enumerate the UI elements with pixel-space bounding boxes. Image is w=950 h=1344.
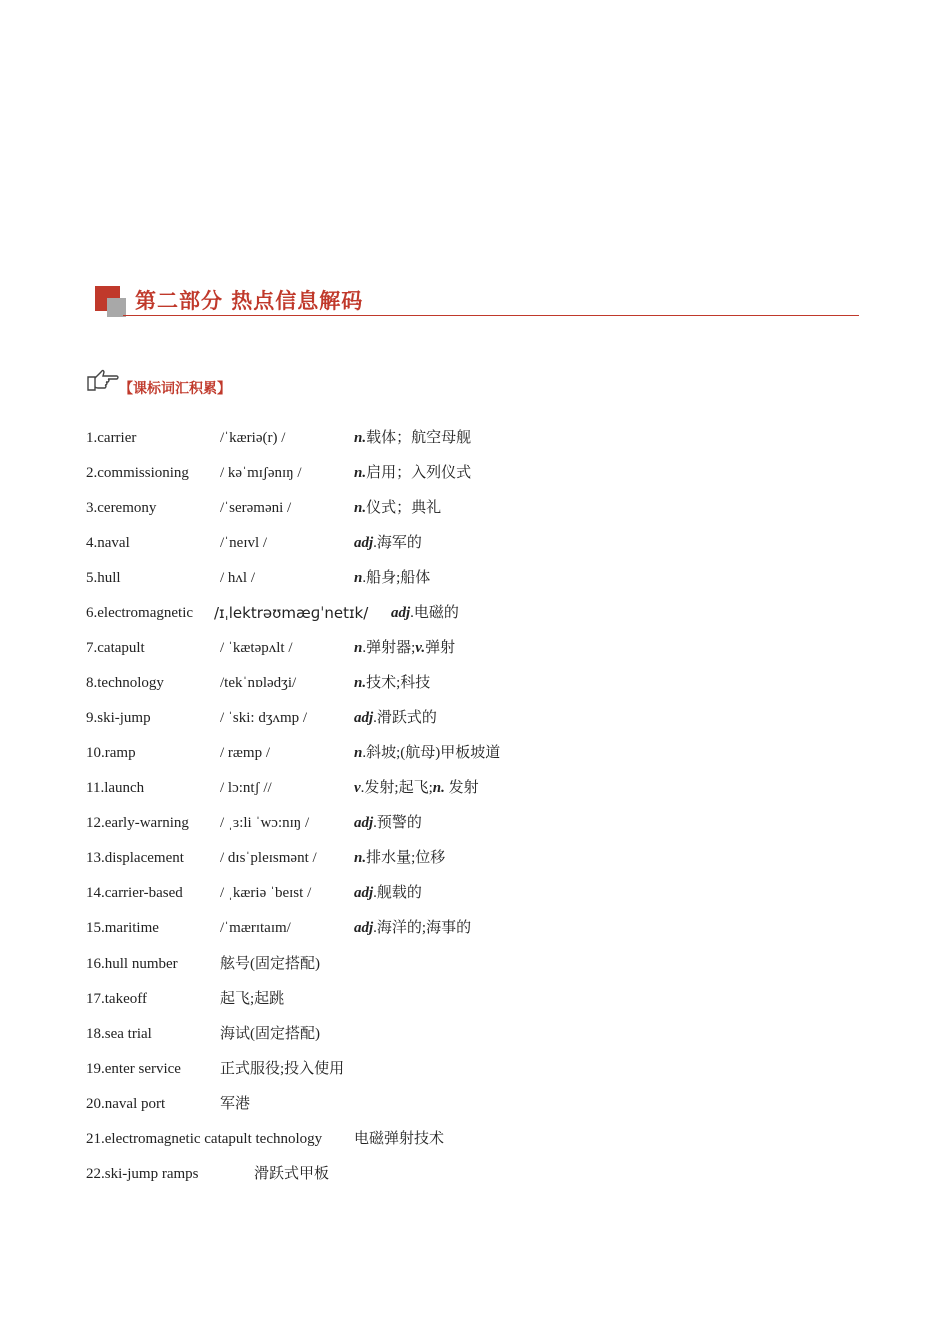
- vocab-meaning: adj.舰载的: [354, 885, 422, 901]
- vocab-phonetic: /ˈmærɪtaɪm/: [220, 920, 291, 936]
- vocab-phonetic: /ˈserəməni /: [220, 500, 292, 516]
- phrase-meaning: 海试(固定搭配): [220, 1026, 320, 1042]
- vocab-word: 6.electromagnetic: [86, 605, 194, 621]
- vocab-word: 12.early-warning: [86, 815, 189, 831]
- phrase-word: 19.enter service: [86, 1061, 181, 1077]
- vocab-phonetic: / lɔ:ntʃ //: [220, 780, 272, 796]
- vocab-meaning: adj.滑跃式的: [354, 710, 437, 726]
- vocab-meaning: adj.海洋的;海事的: [354, 920, 472, 936]
- vocab-meaning: n.技术;科技: [354, 675, 431, 691]
- subheader-label: 【课标词汇积累】: [119, 381, 231, 397]
- phrase-meaning: 滑跃式甲板: [254, 1166, 330, 1182]
- vocab-phonetic: / ˈkætəpʌlt /: [220, 640, 293, 656]
- vocab-meaning: n.斜坡;(航母)甲板坡道: [354, 745, 501, 761]
- phrase-meaning: 起飞;起跳: [220, 991, 285, 1007]
- vocab-meaning: n.启用；入列仪式: [354, 465, 472, 481]
- header-rule: [123, 315, 859, 316]
- vocab-meaning: adj.预警的: [354, 815, 422, 831]
- vocab-word: 14.carrier-based: [86, 885, 183, 901]
- vocab-meaning: n.弹射器;v.弹射: [354, 640, 456, 656]
- vocab-meaning: adj.电磁的: [391, 605, 459, 621]
- phrase-meaning: 舷号(固定搭配): [220, 956, 320, 972]
- vocab-word: 9.ski-jump: [86, 710, 151, 726]
- phrase-word: 21.electromagnetic catapult technology: [86, 1131, 323, 1147]
- phrase-meaning: 电磁弹射技术: [354, 1131, 445, 1147]
- vocab-phonetic: /ɪˌlektrəʊmæɡˈnetɪk/: [214, 604, 369, 622]
- pointing-hand-icon: [86, 366, 120, 394]
- vocab-word: 11.launch: [86, 780, 145, 796]
- section-header: [93, 283, 859, 319]
- phrase-word: 20.naval port: [86, 1096, 166, 1112]
- vocab-word: 4.naval: [86, 535, 130, 551]
- vocab-word: 5.hull: [86, 570, 121, 586]
- phrase-word: 22.ski-jump ramps: [86, 1166, 199, 1182]
- phrase-meaning: 正式服役;投入使用: [220, 1061, 345, 1077]
- vocab-meaning: n.载体；航空母舰: [354, 430, 472, 446]
- vocab-word: 3.ceremony: [86, 500, 157, 516]
- phrase-word: 17.takeoff: [86, 991, 147, 1007]
- vocab-word: 8.technology: [86, 675, 164, 691]
- vocab-meaning: n.排水量;位移: [354, 850, 446, 866]
- vocab-word: 7.catapult: [86, 640, 145, 656]
- phrase-word: 16.hull number: [86, 956, 178, 972]
- vocab-phonetic: /ˈkæriə(r) /: [220, 430, 286, 446]
- phrase-word: 18.sea trial: [86, 1026, 152, 1042]
- vocab-phonetic: / ˌɜ:li ˈwɔ:nɪŋ /: [220, 815, 310, 831]
- vocab-phonetic: / dɪsˈpleɪsmənt /: [220, 850, 317, 866]
- vocab-phonetic: /ˈneɪvl /: [220, 535, 268, 551]
- vocab-meaning: v.发射;起飞;n. 发射: [354, 780, 479, 796]
- vocab-meaning: adj.海军的: [354, 535, 422, 551]
- vocab-word: 10.ramp: [86, 745, 136, 761]
- phrase-meaning: 军港: [220, 1096, 251, 1112]
- vocab-word: 2.commissioning: [86, 465, 189, 481]
- vocab-word: 15.maritime: [86, 920, 159, 936]
- vocab-meaning: n.船身;船体: [354, 570, 431, 586]
- vocab-word: 1.carrier: [86, 430, 137, 446]
- section-title: 第二部分 热点信息解码: [135, 289, 364, 313]
- vocab-phonetic: / hʌl /: [220, 570, 256, 586]
- vocab-word: 13.displacement: [86, 850, 184, 866]
- vocab-phonetic: /tekˈnɒlədʒi/: [220, 675, 297, 691]
- vocab-phonetic: / kəˈmɪʃənɪŋ /: [220, 465, 302, 481]
- vocab-phonetic: / ræmp /: [220, 745, 271, 761]
- vocab-phonetic: / ˌkæriə ˈbeɪst /: [220, 885, 312, 901]
- vocab-phonetic: / ˈski: dʒʌmp /: [220, 710, 308, 726]
- vocab-meaning: n.仪式；典礼: [354, 500, 442, 516]
